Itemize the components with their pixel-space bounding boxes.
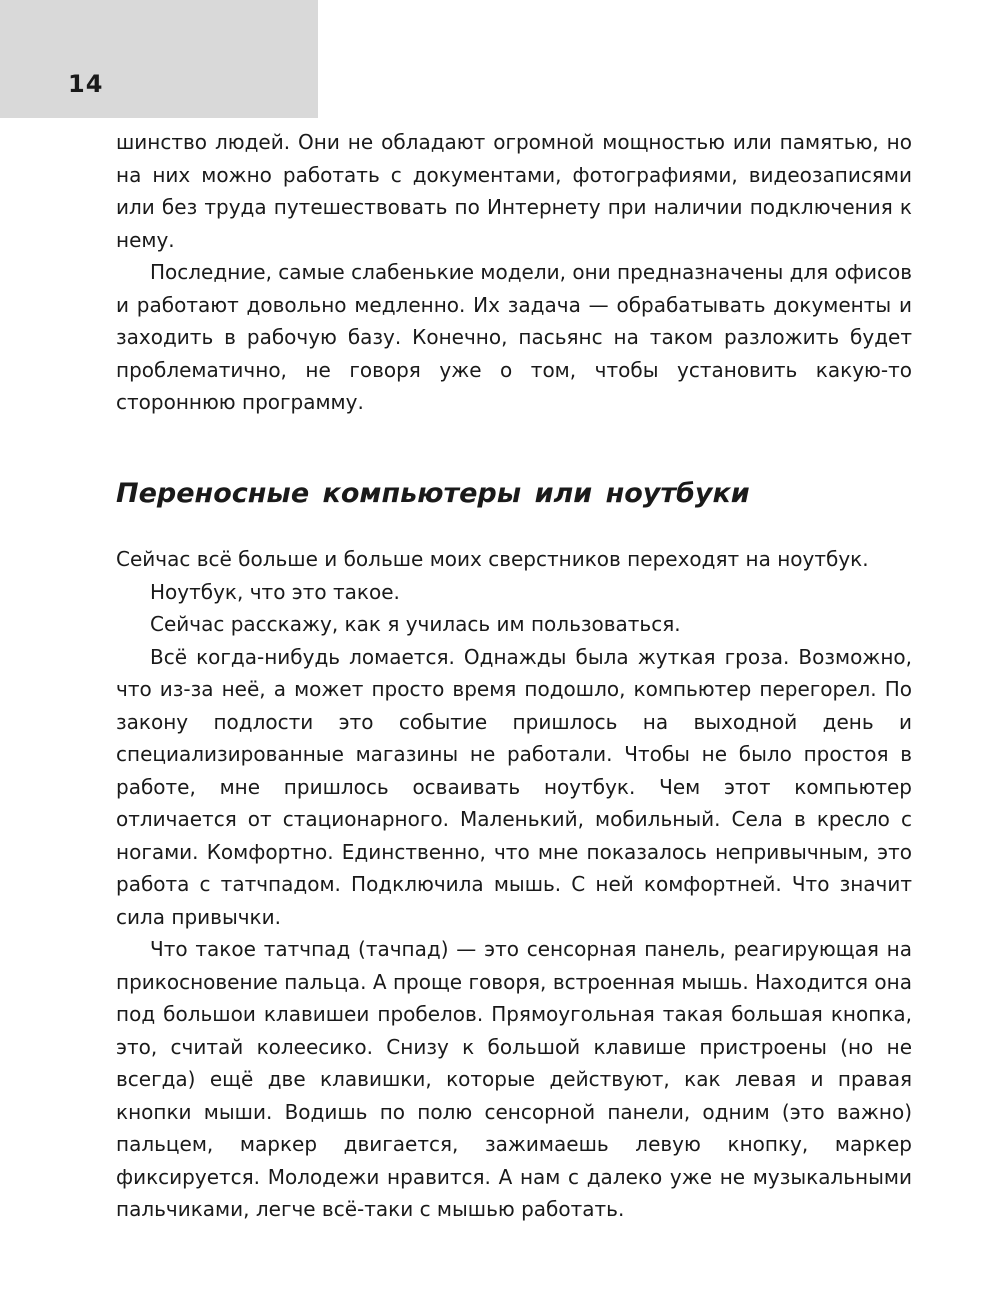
paragraph: Что такое татчпад (тачпад) — это сенсорная панель, реагирующая на прикосновение пальца. А проще говоря, встроенная мышь. Находится она под большои клавишеи пробелов. Прямоугольная такая большая кнопка, это, считай колеесико. Снизу к большой клавише пристроены (но не всегда) ещё две клавишки, которые действуют, как левая и правая кнопки мыши. Водишь по полю сенсорной панели, одним (это важно) пальцем, маркер двигается, зажимаешь левую кнопку, маркер фиксируется. Молодежи нравится. А нам с далеко уже не музыкальными пальчиками, легче всё-таки с мышью работать. [116, 937, 912, 1221]
paragraph: Всё когда-нибудь ломается. Однажды была жуткая гроза. Возможно, что из-за неё, а может просто время подошло, компьютер перегорел. По закону подлости это событие пришлось на выходной день и специализированные магазины не работали. Чтобы не было простоя в работе, мне пришлось осваивать ноутбук. Чем этот компьютер отличается от стационарного. Маленький, мобильный. Села в кресло с ногами. Комфортно. Единственно, что мне показалось непривычным, это работа с татчпадом. Подключила мышь. С ней комфортней. Что значит сила привычки. [116, 644, 912, 929]
section-body [116, 543, 912, 1226]
paragraph: шинство людей. Они не обладают огромной мощностью или памятью, но на них можно работать с документами, фотографиями, видеозаписями или без труда путешествовать по Интернету при наличии подключения к нему. [116, 130, 912, 252]
paragraph: Ноутбук, что это такое. [150, 579, 400, 604]
section-heading: Переносные компьютеры или ноутбуки [116, 478, 750, 509]
paragraph: Сейчас всё больше и больше моих сверстников переходят на ноутбук. [116, 547, 869, 571]
intro-text [116, 126, 912, 419]
paragraph: Последние, самые слабенькие модели, они предназначены для офисов и работают довольно медленно. Их задача — обрабатывать документы и заходить в рабочую базу. Конечно, пасьянс на таком разложить будет проблематично, не говоря уже о том, чтобы установить какую-то стороннюю программу. [116, 260, 912, 414]
page-number: 14 [68, 70, 104, 98]
page-number-tab [0, 0, 318, 118]
paragraph: Сейчас расскажу, как я училась им пользоваться. [150, 612, 681, 636]
